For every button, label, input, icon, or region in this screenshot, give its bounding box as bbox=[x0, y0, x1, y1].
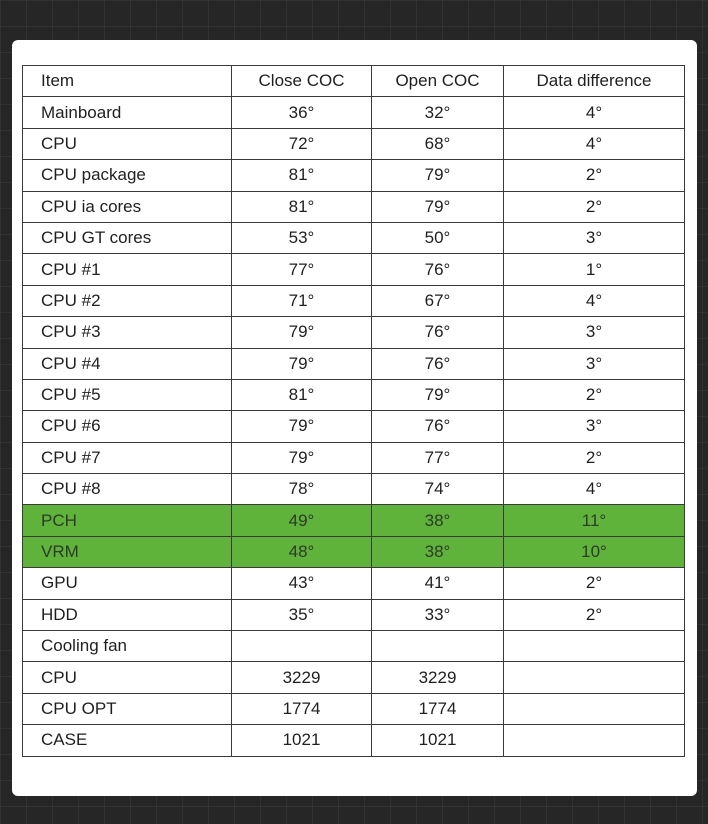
cell-data-difference: 2° bbox=[504, 191, 685, 222]
cell-data-difference: 10° bbox=[504, 536, 685, 567]
cell-open-coc: 79° bbox=[372, 191, 504, 222]
cell-item: CPU package bbox=[23, 160, 232, 191]
cell-open-coc: 38° bbox=[372, 505, 504, 536]
table-row bbox=[23, 128, 685, 159]
cell-close-coc: 78° bbox=[232, 474, 372, 505]
cell-open-coc: 76° bbox=[372, 254, 504, 285]
temperature-comparison-table bbox=[22, 65, 685, 757]
cell-open-coc: 33° bbox=[372, 599, 504, 630]
cell-data-difference: 3° bbox=[504, 222, 685, 253]
table-row bbox=[23, 160, 685, 191]
cell-data-difference bbox=[504, 631, 685, 662]
table-row bbox=[23, 505, 685, 536]
header-open-coc: Open COC bbox=[372, 66, 504, 97]
table-row bbox=[23, 693, 685, 724]
table-row bbox=[23, 348, 685, 379]
cell-data-difference: 2° bbox=[504, 379, 685, 410]
table-row bbox=[23, 568, 685, 599]
cell-open-coc: 1774 bbox=[372, 693, 504, 724]
cell-data-difference: 1° bbox=[504, 254, 685, 285]
cell-item: CPU GT cores bbox=[23, 222, 232, 253]
cell-close-coc: 3229 bbox=[232, 662, 372, 693]
cell-data-difference: 4° bbox=[504, 474, 685, 505]
cell-data-difference bbox=[504, 725, 685, 756]
cell-close-coc: 79° bbox=[232, 411, 372, 442]
header-row bbox=[23, 66, 685, 97]
cell-item: CPU #1 bbox=[23, 254, 232, 285]
cell-data-difference: 4° bbox=[504, 97, 685, 128]
cell-item: CPU ia cores bbox=[23, 191, 232, 222]
table-row bbox=[23, 317, 685, 348]
cell-open-coc: 38° bbox=[372, 536, 504, 567]
cell-close-coc: 49° bbox=[232, 505, 372, 536]
cell-open-coc: 67° bbox=[372, 285, 504, 316]
cell-open-coc: 76° bbox=[372, 411, 504, 442]
cell-item: VRM bbox=[23, 536, 232, 567]
cell-item: CPU #3 bbox=[23, 317, 232, 348]
cell-close-coc: 81° bbox=[232, 160, 372, 191]
cell-open-coc: 77° bbox=[372, 442, 504, 473]
cell-close-coc bbox=[232, 631, 372, 662]
cell-close-coc: 79° bbox=[232, 348, 372, 379]
cell-data-difference: 11° bbox=[504, 505, 685, 536]
table-row bbox=[23, 536, 685, 567]
cell-open-coc: 3229 bbox=[372, 662, 504, 693]
cell-open-coc: 74° bbox=[372, 474, 504, 505]
table-row bbox=[23, 631, 685, 662]
cell-item: CPU OPT bbox=[23, 693, 232, 724]
cell-close-coc: 1021 bbox=[232, 725, 372, 756]
cell-open-coc: 79° bbox=[372, 160, 504, 191]
cell-close-coc: 43° bbox=[232, 568, 372, 599]
cell-close-coc: 77° bbox=[232, 254, 372, 285]
cell-close-coc: 71° bbox=[232, 285, 372, 316]
table-row bbox=[23, 474, 685, 505]
cell-item: CPU #2 bbox=[23, 285, 232, 316]
cell-item: CASE bbox=[23, 725, 232, 756]
table-row bbox=[23, 254, 685, 285]
header-close-coc: Close COC bbox=[232, 66, 372, 97]
cell-close-coc: 79° bbox=[232, 442, 372, 473]
cell-close-coc: 36° bbox=[232, 97, 372, 128]
cell-open-coc bbox=[372, 631, 504, 662]
cell-close-coc: 35° bbox=[232, 599, 372, 630]
cell-data-difference: 3° bbox=[504, 317, 685, 348]
cell-item: GPU bbox=[23, 568, 232, 599]
cell-item: CPU #5 bbox=[23, 379, 232, 410]
table-card bbox=[12, 40, 697, 796]
table-body bbox=[23, 66, 685, 757]
cell-open-coc: 76° bbox=[372, 348, 504, 379]
cell-data-difference: 2° bbox=[504, 160, 685, 191]
cell-item: PCH bbox=[23, 505, 232, 536]
cell-open-coc: 76° bbox=[372, 317, 504, 348]
table-row bbox=[23, 222, 685, 253]
cell-item: CPU #6 bbox=[23, 411, 232, 442]
cell-close-coc: 1774 bbox=[232, 693, 372, 724]
cell-item: Mainboard bbox=[23, 97, 232, 128]
cell-data-difference: 4° bbox=[504, 128, 685, 159]
cell-data-difference: 3° bbox=[504, 411, 685, 442]
cell-item: Cooling fan bbox=[23, 631, 232, 662]
table-row bbox=[23, 411, 685, 442]
cell-item: CPU bbox=[23, 128, 232, 159]
cell-data-difference bbox=[504, 662, 685, 693]
cell-data-difference: 2° bbox=[504, 442, 685, 473]
cell-open-coc: 50° bbox=[372, 222, 504, 253]
cell-item: CPU #7 bbox=[23, 442, 232, 473]
cell-open-coc: 41° bbox=[372, 568, 504, 599]
table-row bbox=[23, 662, 685, 693]
cell-item: CPU #4 bbox=[23, 348, 232, 379]
cell-close-coc: 79° bbox=[232, 317, 372, 348]
cell-close-coc: 48° bbox=[232, 536, 372, 567]
cell-data-difference: 2° bbox=[504, 568, 685, 599]
cell-data-difference: 3° bbox=[504, 348, 685, 379]
cell-item: HDD bbox=[23, 599, 232, 630]
cell-open-coc: 1021 bbox=[372, 725, 504, 756]
cell-open-coc: 32° bbox=[372, 97, 504, 128]
cell-open-coc: 68° bbox=[372, 128, 504, 159]
cell-data-difference: 4° bbox=[504, 285, 685, 316]
table-row bbox=[23, 725, 685, 756]
cell-close-coc: 72° bbox=[232, 128, 372, 159]
cell-item: CPU #8 bbox=[23, 474, 232, 505]
cell-close-coc: 81° bbox=[232, 379, 372, 410]
cell-close-coc: 81° bbox=[232, 191, 372, 222]
table-row bbox=[23, 285, 685, 316]
cell-item: CPU bbox=[23, 662, 232, 693]
cell-open-coc: 79° bbox=[372, 379, 504, 410]
table-row bbox=[23, 97, 685, 128]
table-row bbox=[23, 442, 685, 473]
table-row bbox=[23, 191, 685, 222]
table-row bbox=[23, 599, 685, 630]
header-data-difference: Data difference bbox=[504, 66, 685, 97]
table-row bbox=[23, 379, 685, 410]
cell-data-difference bbox=[504, 693, 685, 724]
header-item: Item bbox=[23, 66, 232, 97]
cell-close-coc: 53° bbox=[232, 222, 372, 253]
cell-data-difference: 2° bbox=[504, 599, 685, 630]
